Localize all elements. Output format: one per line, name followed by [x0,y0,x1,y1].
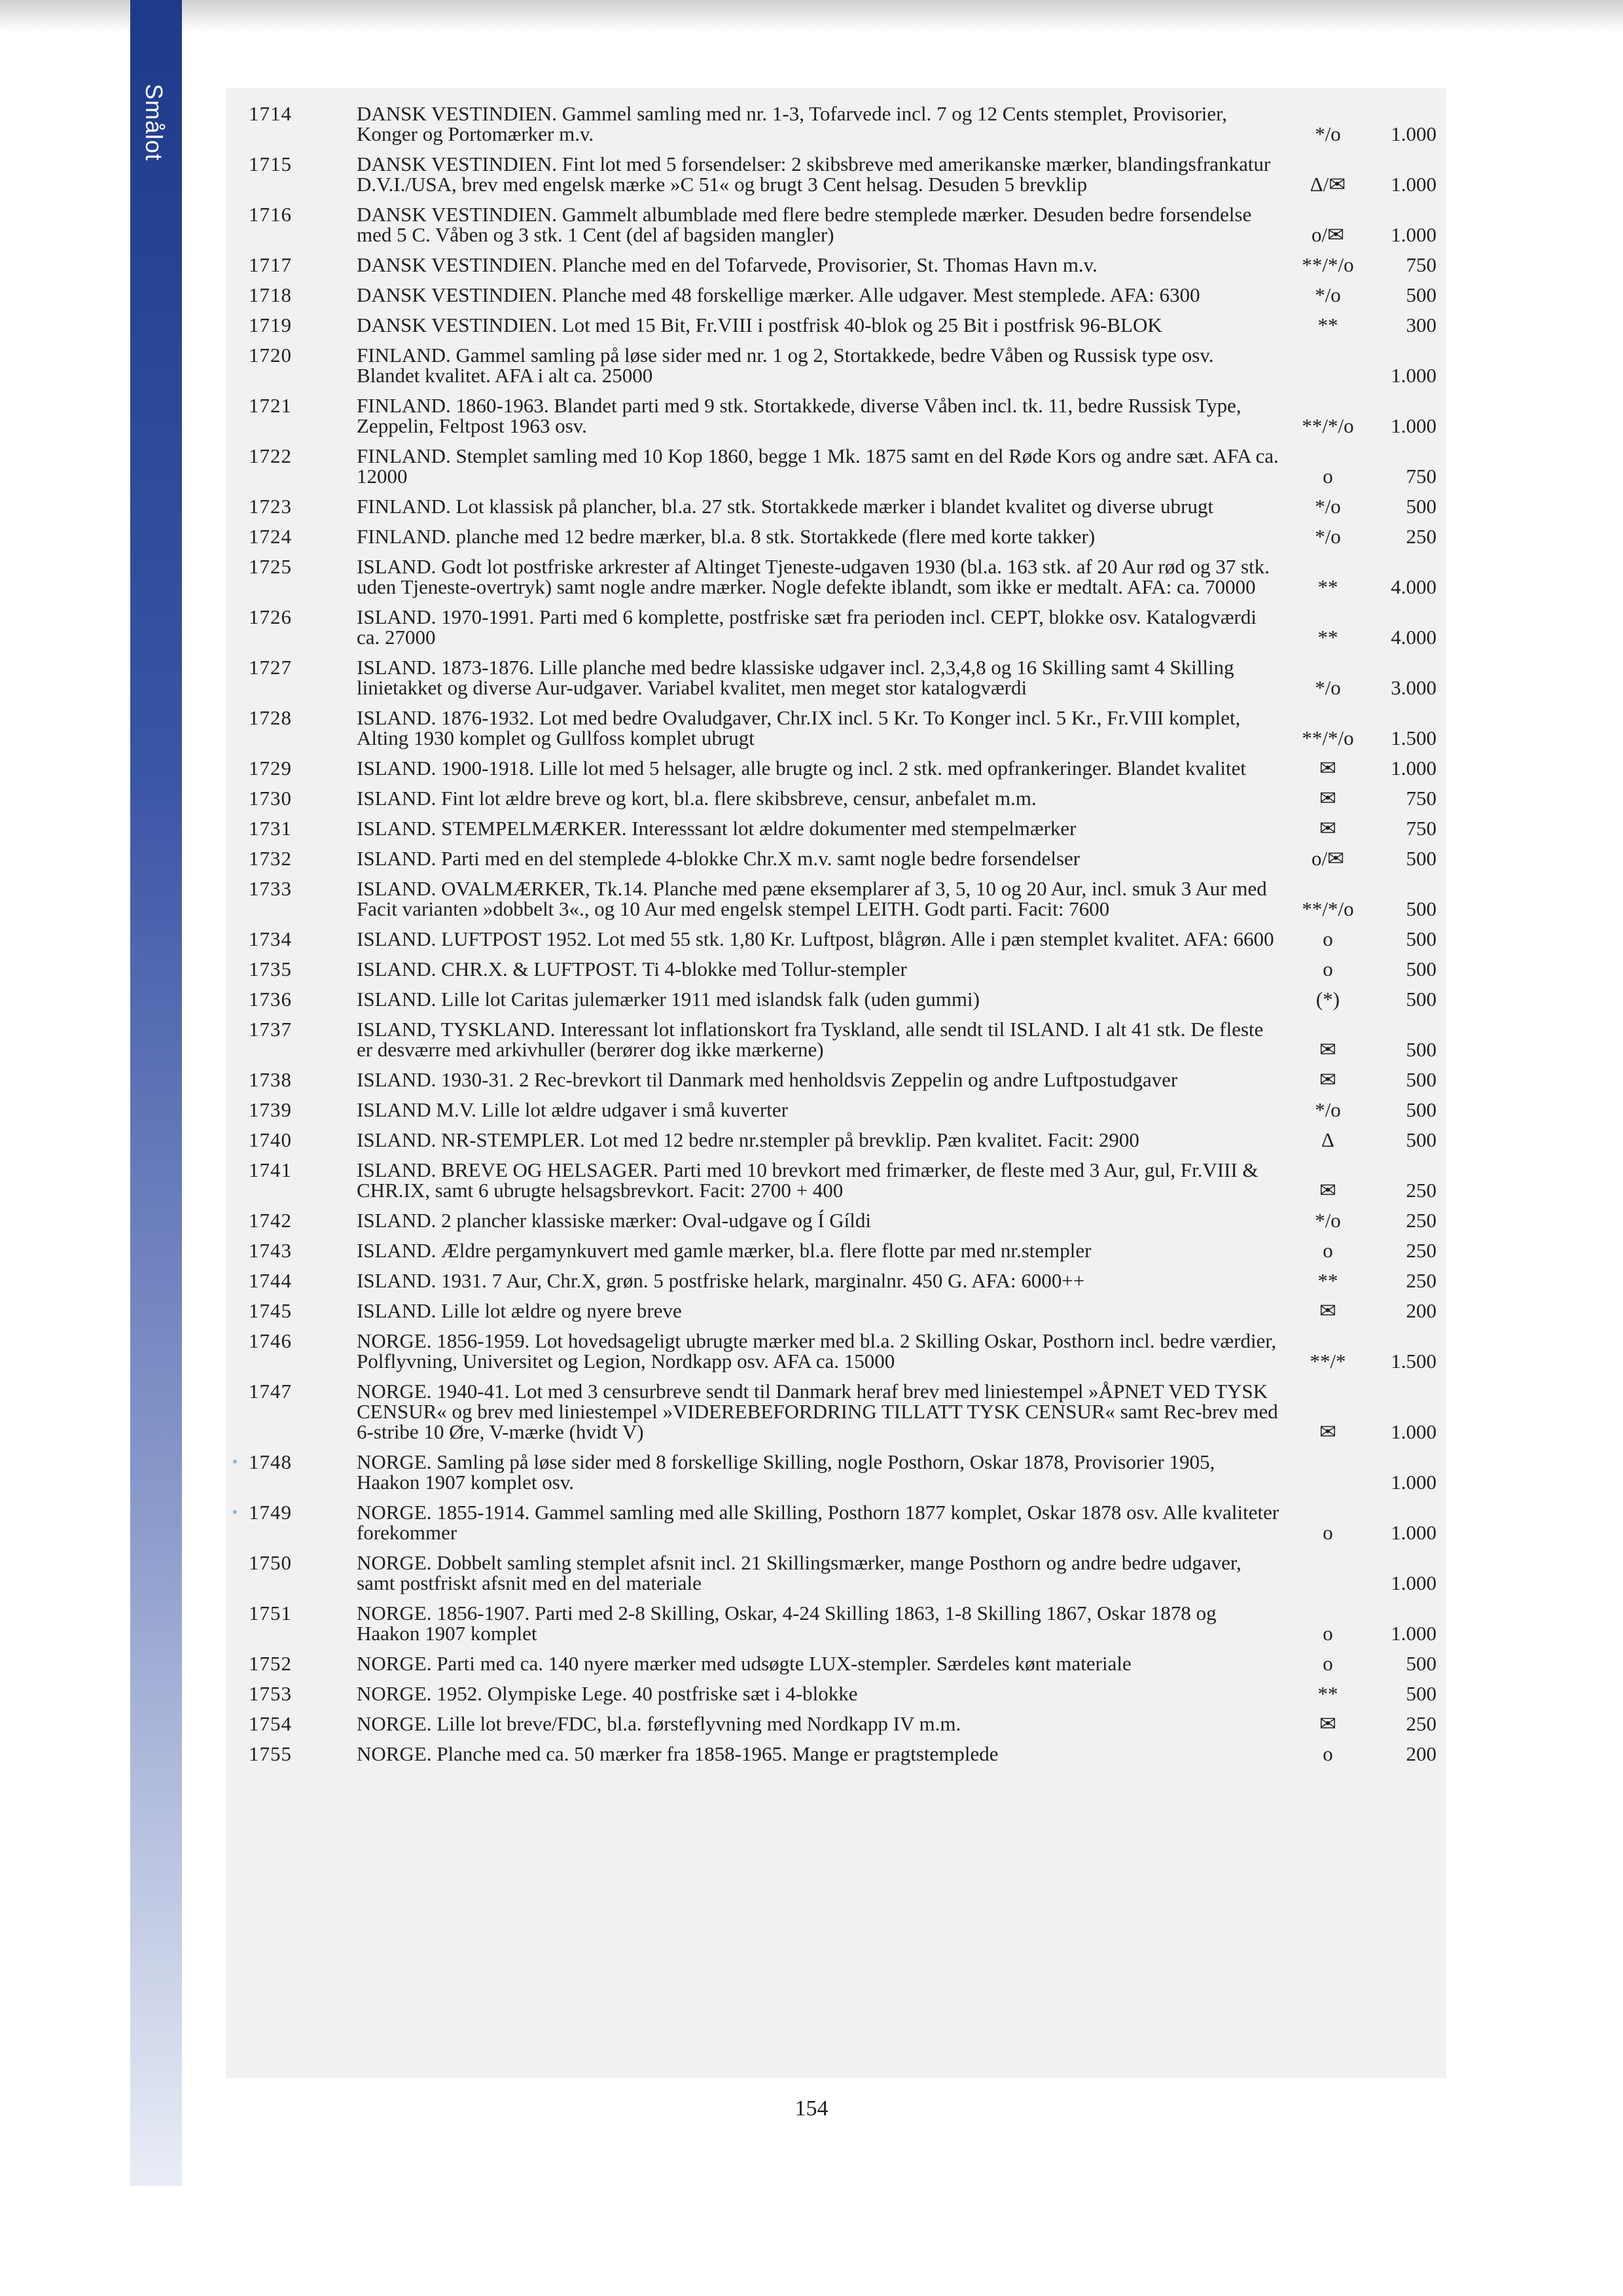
lot-condition: ✉ [1319,817,1336,840]
lot-row [249,848,1436,878]
lot-row [249,1210,1436,1240]
lot-condition: ✉ [1319,1712,1336,1735]
lot-condition: */o [1315,525,1341,548]
lot-price: 500 [1406,1652,1436,1675]
lot-row [249,255,1436,285]
lot-description: DANSK VESTINDIEN. Gammelt albumblade med flere bedre stemplede mærker. Desuden bedre forsendelse med 5 C. Våben og 3 stk. 1 Cent (del af bagsiden mangler) [357,203,1252,246]
lot-number: 1737 [249,1018,292,1041]
lot-price: 750 [1406,817,1436,840]
lot-row [249,526,1436,556]
lot-price: 250 [1406,525,1436,548]
lot-condition: ✉ [1319,1299,1336,1322]
lot-condition: */o [1315,122,1341,145]
lot-condition: o [1323,1742,1333,1765]
lot-condition: o [1323,1622,1333,1645]
lot-row [249,878,1436,929]
lot-number: 1746 [249,1329,292,1352]
lot-description: NORGE. Parti med ca. 140 nyere mærker med udsøgte LUX-stempler. Særdeles kønt materiale [357,1652,1132,1675]
lot-condition: */o [1315,1098,1341,1121]
lot-description: DANSK VESTINDIEN. Planche med en del Tofarvede, Provisorier, St. Thomas Havn m.v. [357,253,1097,276]
lot-row [249,103,1436,154]
lot-row [249,758,1436,788]
lot-number: 1742 [249,1209,292,1232]
lot-number: 1714 [249,102,292,125]
lot-description: ISLAND. 1873-1876. Lille planche med bedre klassiske udgaver incl. 2,3,4,8 og 16 Skilling samt 4 Skilling linietakket og diverse Aur-udgaver. Variabel kvalitet, men meget stor katalogværdi [357,656,1234,699]
lot-number: 1716 [249,203,292,226]
lot-row [249,788,1436,818]
lot-row [249,1240,1436,1270]
lot-description: ISLAND. LUFTPOST 1952. Lot med 55 stk. 1,80 Kr. Luftpost, blågrøn. Alle i pæn stemplet kvalitet. AFA: 6600 [357,927,1274,950]
lot-number: 1755 [249,1742,292,1765]
lot-price: 500 [1406,1098,1436,1121]
lot-number: 1728 [249,706,292,729]
lot-description: FINLAND. planche med 12 bedre mærker, bl.a. 8 stk. Stortakkede (flere med korte takker) [357,525,1096,548]
lot-row [249,1019,1436,1069]
lot-row [249,1713,1436,1744]
lot-number: 1734 [249,927,292,950]
lot-number: 1738 [249,1068,292,1091]
lot-description: ISLAND. 1900-1918. Lille lot med 5 helsager, alle brugte og incl. 2 stk. med opfrankeringer. Blandet kvalitet [357,757,1246,780]
lot-row [249,556,1436,607]
lot-description: DANSK VESTINDIEN. Lot med 15 Bit, Fr.VIII i postfrisk 40-blok og 25 Bit i postfrisk 96-BLOK [357,314,1162,336]
lot-number: 1740 [249,1128,292,1151]
lot-description: ISLAND. Lille lot Caritas julemærker 1911 med islandsk falk (uden gummi) [357,988,980,1011]
lot-row [249,1100,1436,1130]
lot-number: 1747 [249,1380,292,1403]
lot-price: 500 [1406,495,1436,518]
lot-number: 1727 [249,656,292,679]
lot-row [249,1270,1436,1300]
lot-price: 250 [1406,1209,1436,1232]
lot-description: DANSK VESTINDIEN. Planche med 48 forskellige mærker. Alle udgaver. Mest stemplede. AFA: 6300 [357,283,1200,306]
lot-row [249,1683,1436,1713]
lot-description: ISLAND. STEMPELMÆRKER. Interesssant lot ældre dokumenter med stempelmærker [357,817,1077,840]
lot-price: 1.000 [1391,223,1436,246]
lot-condition: o [1323,927,1333,950]
lot-description: NORGE. Samling på løse sider med 8 forskellige Skilling, nogle Posthorn, Oskar 1878, Provisorier 1905, Haakon 1907 komplet osv. [357,1450,1215,1494]
lot-description: ISLAND M.V. Lille lot ældre udgaver i små kuverter [357,1098,788,1121]
lot-number: 1741 [249,1158,292,1181]
lot-price: 500 [1406,927,1436,950]
lot-row [249,657,1436,708]
margin-dot-mark [233,1460,237,1463]
lot-price: 750 [1406,465,1436,488]
lot-condition: **/*/o [1302,253,1354,276]
lot-number: 1729 [249,757,292,780]
lot-description: ISLAND. 2 plancher klassiske mærker: Oval-udgave og Í Gíldi [357,1209,872,1232]
lot-row [249,1744,1436,1774]
lot-number: 1749 [249,1501,292,1524]
lot-row [249,154,1436,204]
lot-description: ISLAND. OVALMÆRKER, Tk.14. Planche med pæne eksemplarer af 3, 5, 10 og 20 Aur, incl. smuk 3 Aur med Facit varianten »dobbelt 3«., og 10 Aur med engelsk stempel LEITH. Godt parti. Facit: 7600 [357,877,1267,920]
lot-row [249,1502,1436,1552]
lot-number: 1736 [249,988,292,1011]
lot-number: 1745 [249,1299,292,1322]
lot-price: 500 [1406,1128,1436,1151]
lot-condition: */o [1315,283,1341,306]
lot-description: NORGE. 1855-1914. Gammel samling med alle Skilling, Posthorn 1877 komplet, Oskar 1878 osv. Alle kvaliteter forekommer [357,1501,1279,1544]
lot-price: 500 [1406,1038,1436,1061]
lot-description: ISLAND. CHR.X. & LUFTPOST. Ti 4-blokke med Tollur-stempler [357,958,907,980]
lot-number: 1726 [249,605,292,628]
lot-row [249,1300,1436,1331]
lot-description: DANSK VESTINDIEN. Fint lot med 5 forsendelser: 2 skibsbreve med amerikanske mærker, blandingsfrankatur D.V.I./USA, brev med engelsk mærke »C 51« og brugt 3 Cent helsag. Desuden 5 brevklip [357,152,1271,196]
lot-number: 1739 [249,1098,292,1121]
lot-price: 1.000 [1391,122,1436,145]
lot-condition: (*) [1315,988,1340,1011]
lot-price: 200 [1406,1299,1436,1322]
lot-condition: ✉ [1319,1068,1336,1091]
lot-price: 200 [1406,1742,1436,1765]
lot-condition: o/✉ [1311,223,1345,246]
lot-condition: **/*/o [1302,414,1354,437]
lot-condition: Δ [1321,1128,1334,1151]
lot-description: NORGE. Planche med ca. 50 mærker fra 1858-1965. Mange er pragtstemplede [357,1742,999,1765]
lot-description: ISLAND. 1970-1991. Parti med 6 komplette, postfriske sæt fra perioden incl. CEPT, blokke osv. Katalogværdi ca. 27000 [357,605,1257,649]
lot-number: 1715 [249,152,292,175]
lot-description: ISLAND. 1876-1932. Lot med bedre Ovaludgaver, Chr.IX incl. 5 Kr. To Konger incl. 5 Kr., Fr.VIII komplet, Alting 1930 komplet og Gullfoss komplet ubrugt [357,706,1241,749]
lot-description: ISLAND. 1931. 7 Aur, Chr.X, grøn. 5 postfriske helark, marginalnr. 450 G. AFA: 6000++ [357,1269,1085,1292]
lot-description: NORGE. Lille lot breve/FDC, bl.a. førsteflyvning med Nordkapp IV m.m. [357,1712,961,1735]
lot-price: 1.000 [1391,1571,1436,1594]
lot-description: NORGE. 1856-1907. Parti med 2-8 Skilling, Oskar, 4-24 Skilling 1863, 1-8 Skilling 1867, Oskar 1878 og Haakon 1907 komplet [357,1602,1217,1645]
lot-description: NORGE. 1952. Olympiske Lege. 40 postfriske sæt i 4-blokke [357,1682,858,1705]
lot-number: 1725 [249,555,292,578]
lot-row [249,1381,1436,1452]
section-sidebar [130,0,182,2186]
lot-number: 1743 [249,1239,292,1262]
lot-row [249,395,1436,446]
lot-price: 500 [1406,1682,1436,1705]
lot-row [249,1069,1436,1100]
lot-number: 1724 [249,525,292,548]
lot-number: 1722 [249,444,292,467]
lot-description: ISLAND. Lille lot ældre og nyere breve [357,1299,682,1322]
lot-description: ISLAND. BREVE OG HELSAGER. Parti med 10 brevkort med frimærker, de fleste med 3 Aur, gul, Fr.VIII & CHR.IX, samt 6 ubrugte helsagsbrevkort. Facit: 2700 + 400 [357,1158,1258,1202]
lot-number: 1720 [249,344,292,367]
lot-description: FINLAND. Gammel samling på løse sider med nr. 1 og 2, Stortakkede, bedre Våben og Russisk type osv. Blandet kvalitet. AFA i alt ca. 25000 [357,344,1214,387]
lot-number: 1750 [249,1551,292,1574]
lot-price: 1.500 [1391,1350,1436,1372]
lot-row [249,345,1436,395]
lot-price: 750 [1406,787,1436,810]
lot-row [249,285,1436,315]
lot-row [249,204,1436,255]
lot-price: 4.000 [1391,626,1436,649]
lot-row [249,818,1436,848]
lot-number: 1751 [249,1602,292,1624]
lot-condition: ✉ [1319,1179,1336,1202]
lot-row [249,1331,1436,1381]
lot-list [249,103,1436,1774]
lot-description: ISLAND. 1930-31. 2 Rec-brevkort til Danmark med henholdsvis Zeppelin og andre Luftpostudgaver [357,1068,1178,1091]
lot-number: 1731 [249,817,292,840]
lot-condition: Δ/✉ [1310,173,1346,196]
lot-price: 1.000 [1391,364,1436,387]
lot-row [249,929,1436,959]
lot-row [249,989,1436,1019]
lot-number: 1744 [249,1269,292,1292]
lot-description: NORGE. Dobbelt samling stemplet afsnit incl. 21 Skillingsmærker, mange Posthorn og andre bedre udgaver, samt postfriskt afsnit med en del materiale [357,1551,1241,1594]
lot-description: ISLAND. Fint lot ældre breve og kort, bl.a. flere skibsbreve, censur, anbefalet m.m. [357,787,1037,810]
section-label: Smålot [141,84,168,162]
scan-edge [0,0,1623,34]
lot-row [249,1653,1436,1683]
lot-condition: o [1323,1652,1333,1675]
lot-description: FINLAND. Lot klassisk på plancher, bl.a. 27 stk. Stortakkede mærker i blandet kvalitet og diverse ubrugt [357,495,1214,518]
lot-row [249,315,1436,345]
lot-condition: ✉ [1319,757,1336,780]
lot-price: 4.000 [1391,575,1436,598]
lot-condition: ✉ [1319,1420,1336,1443]
lot-price: 1.000 [1391,1622,1436,1645]
lot-number: 1717 [249,253,292,276]
lot-number: 1752 [249,1652,292,1675]
lot-price: 1.000 [1391,173,1436,196]
lot-price: 500 [1406,1068,1436,1091]
lot-condition: o [1323,1521,1333,1544]
lot-number: 1748 [249,1450,292,1473]
lot-description: ISLAND. Godt lot postfriske arkrester af Altinget Tjeneste-udgaven 1930 (bl.a. 163 stk. af 20 Aur rød og 37 stk. uden Tjeneste-overtryk) samt nogle andre mærker. Nogle defekte iblandt, som ikke er medtalt. AFA: ca. 70000 [357,555,1270,598]
lot-row [249,1603,1436,1653]
lot-price: 500 [1406,897,1436,920]
lot-number: 1730 [249,787,292,810]
lot-price: 1.000 [1391,1471,1436,1494]
lot-condition: **/* [1310,1350,1346,1372]
lot-price: 3.000 [1391,676,1436,699]
lot-condition: */o [1315,676,1341,699]
lot-condition: ** [1317,1269,1338,1292]
lot-price: 500 [1406,847,1436,870]
lot-number: 1753 [249,1682,292,1705]
lot-condition: o [1323,465,1333,488]
lot-number: 1732 [249,847,292,870]
lot-price: 1.000 [1391,1420,1436,1443]
lot-price: 1.000 [1391,757,1436,780]
lot-price: 500 [1406,958,1436,980]
lot-row [249,1160,1436,1210]
lot-description: FINLAND. 1860-1963. Blandet parti med 9 stk. Stortakkede, diverse Våben incl. tk. 11, bedre Russisk Type, Zeppelin, Feltpost 1963 osv. [357,394,1241,437]
lot-price: 1.000 [1391,1521,1436,1544]
lot-description: ISLAND. Parti med en del stemplede 4-blokke Chr.X m.v. samt nogle bedre forsendelser [357,847,1080,870]
lot-condition: o [1323,1239,1333,1262]
lot-condition: ** [1317,626,1338,649]
lot-condition: **/*/o [1302,726,1354,749]
lot-price: 250 [1406,1179,1436,1202]
lot-price: 1.000 [1391,414,1436,437]
lot-description: ISLAND, TYSKLAND. Interessant lot inflationskort fra Tyskland, alle sendt til ISLAND. I alt 41 stk. De fleste er desværre med arkivhuller (berører dog ikke mærkerne) [357,1018,1264,1061]
lot-price: 500 [1406,988,1436,1011]
lot-number: 1718 [249,283,292,306]
lot-description: ISLAND. Ældre pergamynkuvert med gamle mærker, bl.a. flere flotte par med nr.stempler [357,1239,1092,1262]
lot-number: 1754 [249,1712,292,1735]
lot-condition: ** [1317,575,1338,598]
lot-number: 1723 [249,495,292,518]
lot-condition: ✉ [1319,1038,1336,1061]
lot-condition: **/*/o [1302,897,1354,920]
lot-number: 1733 [249,877,292,900]
lot-number: 1721 [249,394,292,417]
lot-description: ISLAND. NR-STEMPLER. Lot med 12 bedre nr.stempler på brevklip. Pæn kvalitet. Facit: 2900 [357,1128,1139,1151]
lot-condition: o [1323,958,1333,980]
lot-row [249,1130,1436,1160]
lot-price: 250 [1406,1712,1436,1735]
lot-condition: ** [1317,1682,1338,1705]
lot-row [249,708,1436,758]
lot-row [249,446,1436,496]
lot-condition: */o [1315,495,1341,518]
lot-row [249,959,1436,989]
lot-price: 500 [1406,283,1436,306]
lot-description: DANSK VESTINDIEN. Gammel samling med nr. 1-3, Tofarvede incl. 7 og 12 Cents stemplet, Provisorier, Konger og Portomærker m.v. [357,102,1227,145]
lot-description: NORGE. 1856-1959. Lot hovedsageligt ubrugte mærker med bl.a. 2 Skilling Oskar, Posthorn incl. bedre værdier, Polflyvning, Universitet og Legion, Nordkapp osv. AFA ca. 15000 [357,1329,1277,1372]
lot-price: 1.500 [1391,726,1436,749]
lot-condition: */o [1315,1209,1341,1232]
lot-row [249,607,1436,657]
lot-condition: ** [1317,314,1338,336]
lot-row [249,1452,1436,1502]
lot-price: 750 [1406,253,1436,276]
lot-number: 1719 [249,314,292,336]
margin-dot-mark [233,1510,237,1514]
lot-condition: o/✉ [1311,847,1345,870]
lot-description: FINLAND. Stemplet samling med 10 Kop 1860, begge 1 Mk. 1875 samt en del Røde Kors og andre sæt. AFA ca. 12000 [357,444,1279,488]
lot-description: NORGE. 1940-41. Lot med 3 censurbreve sendt til Danmark heraf brev med liniestempel »ÅPNET VED TYSK CENSUR« og brev med liniestempel »VIDEREBEFORDRING TILLATT TYSK CENSUR« samt Rec-brev med 6-stribe 10 Øre, V-mærke (hvidt V) [357,1380,1278,1443]
lot-row [249,1552,1436,1603]
lot-row [249,496,1436,526]
lot-price: 300 [1406,314,1436,336]
lot-condition: ✉ [1319,787,1336,810]
lot-price: 250 [1406,1239,1436,1262]
lot-number: 1735 [249,958,292,980]
lot-price: 250 [1406,1269,1436,1292]
page-number: 154 [794,2096,829,2121]
